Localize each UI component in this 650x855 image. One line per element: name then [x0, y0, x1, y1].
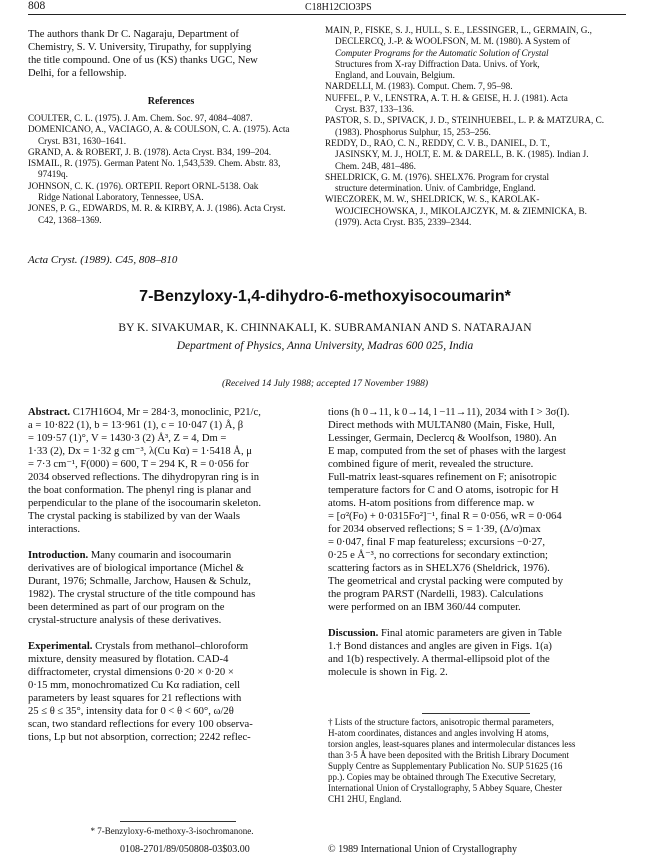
- references-list-left: [28, 113, 318, 226]
- body-line: 0·25 e Å⁻³, no corrections for secondary extinction;: [328, 550, 548, 561]
- experimental-line: Crystals from methanol–chloroform: [95, 641, 249, 652]
- abstract-line: the boat conformation. The phenyl ring is planar and: [28, 485, 252, 496]
- introduction-section: [28, 549, 316, 627]
- received-dates: (Received 14 July 1988; accepted 17 November 1988): [221, 379, 428, 389]
- discussion-line: 1.† Bond distances and angles are given in Figs. 1(a): [328, 641, 552, 652]
- references-list-right: [325, 25, 630, 228]
- abstract-line: = 109·57 (1)°, V = 1430·3 (2) Å³, Z = 4, Dm =: [28, 433, 227, 444]
- reference-line: (1979). Acta Cryst. B35, 2339–2344.: [335, 217, 472, 228]
- experimental-line: 25 ≤ θ ≤ 35°, intensity data for 0 < θ < 60°, ω/2θ: [28, 706, 234, 717]
- reference-line: Chem. 24B, 481–486.: [335, 160, 416, 171]
- abstract-line: 2034 observed reflections. The dihydropyran ring is in: [28, 472, 260, 483]
- reference-line: (1983). Phosphorus Sulphur, 15, 253–256.: [335, 126, 491, 137]
- body-line: for 2034 observed reflections; S = 1·39, (Δ/σ)max: [328, 524, 541, 535]
- reference-line: NUFFEL, P. V., LENSTRA, A. T. H. & GEISE, H. J. (1981). Acta: [325, 92, 568, 103]
- discussion-line: Final atomic parameters are given in Table: [381, 628, 562, 639]
- article-title: 7-Benzyloxy-1,4-dihydro-6-methoxyisocoumarin*: [139, 288, 511, 305]
- reference-line: PASTOR, S. D., SPIVACK, J. D., STEINHUEBEL, L. P. & MATZURA, C.: [325, 115, 605, 126]
- introduction-line: 1982). The crystal structure of the title compound has: [28, 589, 256, 600]
- body-line: combined figure of merit, revealed the structure.: [328, 459, 534, 470]
- running-head-formula: C18H12ClO3PS: [305, 2, 372, 13]
- discussion-heading: Discussion.: [328, 628, 379, 639]
- reference-line: Cryst. B37, 133–136.: [335, 104, 414, 115]
- abstract-line: = 7·3 cm⁻¹, F(000) = 600, T = 294 K, R = 0·056 for: [28, 459, 249, 470]
- reference-line: Computer Programs for the Automatic Solution of Crystal: [335, 47, 549, 58]
- reference-line: GRAND, A. & ROBERT, J. B. (1978). Acta Cryst. B34, 199–204.: [28, 146, 272, 157]
- abstract-line: 1·33 (2), Dx = 1·32 g cm⁻³, λ(Cu Kα) = 1·5418 Å, μ: [28, 446, 252, 457]
- reference-line: structure determination. Univ. of Cambridge, England.: [335, 183, 536, 194]
- body-line: the program PARST (Nardelli, 1983). Calculations: [328, 589, 544, 600]
- body-line: atoms. H-atom positions from difference map. w: [328, 498, 535, 509]
- body-line: scattering factors as in SHELX76 (Sheldrick, 1976).: [328, 563, 550, 574]
- footnote-line: † Lists of the structure factors, anisotropic thermal parameters,: [328, 717, 554, 727]
- experimental-line: 0·15 mm, monochromatized Cu Kα radiation, cell: [28, 680, 241, 691]
- abstract-line: The crystal packing is stabilized by van der Waals: [28, 511, 240, 522]
- reference-line: REDDY, D., RAO, C. N., REDDY, C. V. B., DANIEL, D. T.,: [325, 137, 550, 148]
- discussion-line: molecule is shown in Fig. 2.: [328, 667, 448, 678]
- copyright: © 1989 International Union of Crystallography: [328, 844, 517, 855]
- reference-line: JASINSKY, M. J., HOLT, E. M. & DARELL, B. K. (1985). Indian J.: [335, 149, 589, 160]
- footnote-line: than 3·5 Å have been deposited with the British Library Document: [328, 750, 569, 760]
- experimental-heading: Experimental.: [28, 641, 93, 652]
- body-line: = [σ²(Fo) + 0·0315Fo²]⁻¹, final R = 0·056, wR = 0·064: [328, 511, 562, 522]
- reference-line: DECLERCQ, J.-P. & WOOLFSON, M. M. (1980). A System of: [335, 36, 571, 47]
- abstract-line: interactions.: [28, 524, 81, 535]
- abstract-line: perpendicular to the plane of the isocoumarin skeleton.: [28, 498, 261, 509]
- discussion-line: and 1(b) respectively. A thermal-ellipsoid plot of the: [328, 654, 550, 665]
- reference-line: Cryst. B31, 1630–1641.: [38, 135, 127, 146]
- reference-line: COULTER, C. L. (1975). J. Am. Chem. Soc. 97, 4084–4087.: [28, 113, 253, 123]
- article-code: 0108-2701/89/050808-03$03.00: [120, 844, 250, 855]
- reference-line: England, and Louvain, Belgium.: [335, 70, 455, 81]
- article-authors: BY K. SIVAKUMAR, K. CHINNAKALI, K. SUBRAMANIAN AND S. NATARAJAN: [118, 322, 532, 334]
- journal-reference: Acta Cryst. (1989). C45, 808–810: [28, 254, 178, 266]
- page-number: 808: [28, 0, 46, 12]
- footnote-rule: [120, 821, 236, 822]
- introduction-line: derivatives are of biological importance (Michel &: [28, 563, 244, 574]
- body-line: were performed on an IBM 360/44 computer.: [328, 602, 521, 613]
- acknowledgement: [28, 28, 314, 80]
- reference-line: MAIN, P., FISKE, S. J., HULL, S. E., LESSINGER, L., GERMAIN, G.,: [325, 25, 592, 35]
- reference-line: 97419q.: [38, 169, 68, 180]
- introduction-line: Many coumarin and isocoumarin: [90, 550, 232, 561]
- body-line: E map, computed from the set of phases with the largest: [328, 446, 566, 457]
- footnote-line: pp.). Copies may be obtained through The Executive Secretary,: [328, 772, 556, 782]
- footnote-rule: [422, 713, 530, 714]
- body-line: Direct methods with MULTAN80 (Main, Fiske, Hull,: [328, 420, 555, 431]
- abstract-line: C17H16O4, Mr = 284·3, monoclinic, P21/c,: [72, 407, 261, 418]
- introduction-line: Durant, 1976; Schmalle, Jarchow, Hausen & Schulz,: [28, 576, 251, 587]
- header-rule: [28, 14, 626, 15]
- introduction-heading: Introduction.: [28, 550, 89, 561]
- right-column: [328, 406, 624, 692]
- experimental-line: tions, Lp but not absorption, correction; 2242 reflec-: [28, 732, 251, 743]
- body-line: temperature factors for C and O atoms, isotropic for H: [328, 485, 559, 496]
- footnote-line: Supply Centre as Supplementary Publication No. SUP 51625 (16: [328, 761, 563, 771]
- experimental-line: mixture, density measured by flotation. CAD-4: [28, 654, 229, 665]
- footnote-line: CH1 2HU, England.: [328, 794, 402, 804]
- reference-line: WOJCIECHOWSKA, J., MIKOLAJCZYK, M. & ZIEMNICKA, B.: [335, 205, 587, 216]
- abstract-line: a = 10·822 (1), b = 13·961 (1), c = 10·047 (1) Å, β: [28, 420, 244, 431]
- footnote-line: torsion angles, least-squares planes and intermolecular distances less: [328, 739, 576, 749]
- experimental-section: [28, 640, 316, 744]
- body-line: = 0·047, final F map featureless; excursions −0·27,: [328, 537, 546, 548]
- body-line: tions (h 0→11, k 0→14, l −11→11), 2034 with I > 3σ(I).: [328, 407, 570, 418]
- ack-line: Chemistry, S. V. University, Tirupathy, for supplying: [28, 42, 252, 53]
- ack-line: the title compound. One of us (KS) thanks UGC, New: [28, 55, 258, 66]
- reference-line: JOHNSON, C. K. (1976). ORTEPII. Report ORNL-5138. Oak: [28, 180, 259, 191]
- footnote-line: H-atom coordinates, distances and angles involving H atoms,: [328, 728, 549, 738]
- reference-line: JONES, P. G., EDWARDS, M. R. & KIRBY, A. J. (1986). Acta Cryst.: [28, 203, 286, 214]
- ack-line: Delhi, for a fellowship.: [28, 68, 127, 79]
- experimental-line: parameters by least squares for 21 reflections with: [28, 693, 242, 704]
- reference-line: DOMENICANO, A., VACIAGO, A. & COULSON, C. A. (1975). Acta: [28, 124, 290, 135]
- reference-line: Structures from X-ray Diffraction Data. Univs. of York,: [335, 58, 540, 69]
- experimental-continuation: [328, 406, 624, 614]
- experimental-line: scan, two standard reflections for every 100 observa-: [28, 719, 253, 730]
- body-line: The geometrical and crystal packing were computed by: [328, 576, 564, 587]
- reference-line: NARDELLI, M. (1983). Comput. Chem. 7, 95–98.: [325, 81, 513, 92]
- deposition-footnote: [328, 717, 626, 805]
- reference-line: C42, 1368–1369.: [38, 214, 102, 225]
- references-heading: References: [147, 96, 195, 107]
- footnote-line: International Union of Crystallography, 5 Abbey Square, Chester: [328, 783, 563, 793]
- introduction-line: been determined as part of our program on the: [28, 602, 225, 613]
- body-line: Full-matrix least-squares refinement on F; anisotropic: [328, 472, 557, 483]
- reference-line: Ridge National Laboratory, Tennessee, USA.: [38, 192, 204, 203]
- body-line: Lessinger, Germain, Declercq & Woolfson, 1980). An: [328, 433, 557, 444]
- introduction-line: crystal-structure analysis of these derivatives.: [28, 615, 222, 626]
- reference-line: SHELDRICK, G. M. (1976). SHELX76. Program for crystal: [325, 171, 550, 182]
- reference-line: ISMAIL, R. (1975). German Patent No. 1,543,539. Chem. Abstr. 83,: [28, 158, 281, 169]
- discussion-section: [328, 627, 624, 679]
- abstract-heading: Abstract.: [28, 407, 71, 418]
- abstract-section: [28, 406, 316, 536]
- reference-line: WIECZOREK, M. W., SHELDRICK, W. S., KAROLAK-: [325, 194, 540, 205]
- article-affiliation: Department of Physics, Anna University, Madras 600 025, India: [176, 340, 474, 352]
- experimental-line: diffractometer, crystal dimensions 0·20 × 0·20 ×: [28, 667, 234, 678]
- left-column: [28, 406, 316, 757]
- ack-line: The authors thank Dr C. Nagaraju, Department of: [28, 29, 239, 40]
- title-footnote: * 7-Benzyloxy-6-methoxy-3-isochromanone.: [90, 826, 254, 836]
